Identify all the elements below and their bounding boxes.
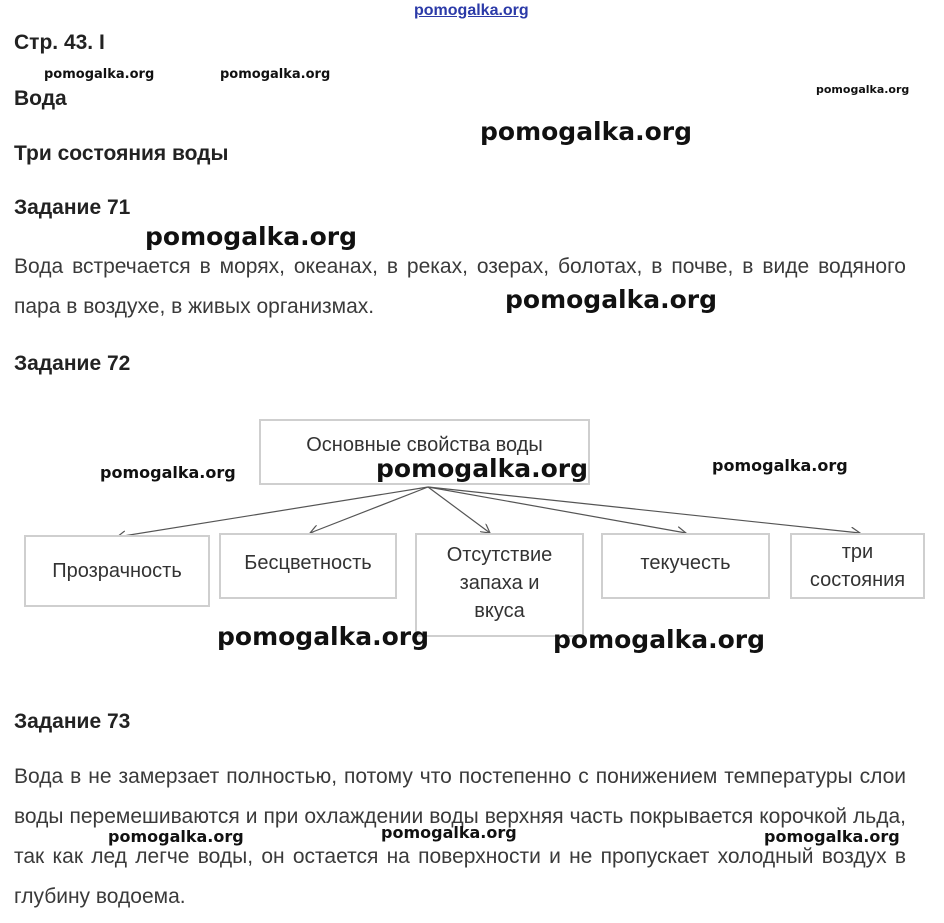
watermark: pomogalka.org: [764, 827, 900, 846]
task-71-title: Задание 71: [14, 196, 131, 219]
diagram-child-label: Прозрачность: [52, 560, 182, 582]
diagram-child-label: Бесцветность: [244, 552, 372, 574]
watermark: pomogalka.org: [381, 823, 517, 842]
watermark: pomogalka.org: [553, 625, 766, 654]
watermark: pomogalka.org: [44, 67, 155, 82]
watermark: pomogalka.org: [505, 285, 718, 314]
subtopic-heading: Три состояния воды: [14, 142, 229, 165]
arrow-to-no-smell: [428, 487, 490, 533]
task-73-title: Задание 73: [14, 710, 131, 733]
task-71-text: Вода встречается в морях, океанах, в реках, озерах, болотах, в почве, в виде водяного пара в воздухе, в живых организмах.: [14, 255, 906, 318]
diagram-child-label: текучесть: [640, 552, 731, 574]
watermark: pomogalka.org: [712, 456, 848, 475]
diagram-child-label: Отсутствие запаха и вкуса: [446, 544, 553, 622]
task-72-title: Задание 72: [14, 352, 131, 375]
top-watermark[interactable]: pomogalka.org: [414, 2, 529, 19]
diagram-child-label: три состояния: [809, 541, 906, 591]
watermark: pomogalka.org: [480, 117, 693, 146]
watermark: pomogalka.org: [217, 622, 430, 651]
diagram-child-box: [219, 533, 397, 599]
watermark: pomogalka.org: [816, 83, 910, 96]
arrow-to-transparency: [117, 487, 428, 537]
diagram-child-box: [415, 533, 584, 637]
diagram-root-label: Основные свойства воды: [306, 434, 543, 456]
page-reference: Стр. 43. I: [14, 31, 105, 54]
diagram-child-box: [790, 533, 925, 599]
task-73-text: Вода в не замерзает полностью, потому что постепенно с понижением температуры слои воды перемешиваются и при охлаждении воды верхняя часть покрывается корочкой льда, так как лед легче воды, он остается на поверхности и не пропускает холодный воздух в глубину водоема.: [14, 765, 906, 908]
watermark: pomogalka.org: [220, 67, 331, 82]
watermark: pomogalka.org: [145, 222, 358, 251]
arrow-to-colorlessness: [310, 487, 428, 533]
watermark: pomogalka.org: [376, 454, 589, 483]
topic-heading: Вода: [14, 87, 67, 110]
watermark: pomogalka.org: [100, 463, 236, 482]
diagram-child-box: [601, 533, 770, 599]
watermark: pomogalka.org: [108, 827, 244, 846]
diagram-child-box: [24, 535, 210, 607]
